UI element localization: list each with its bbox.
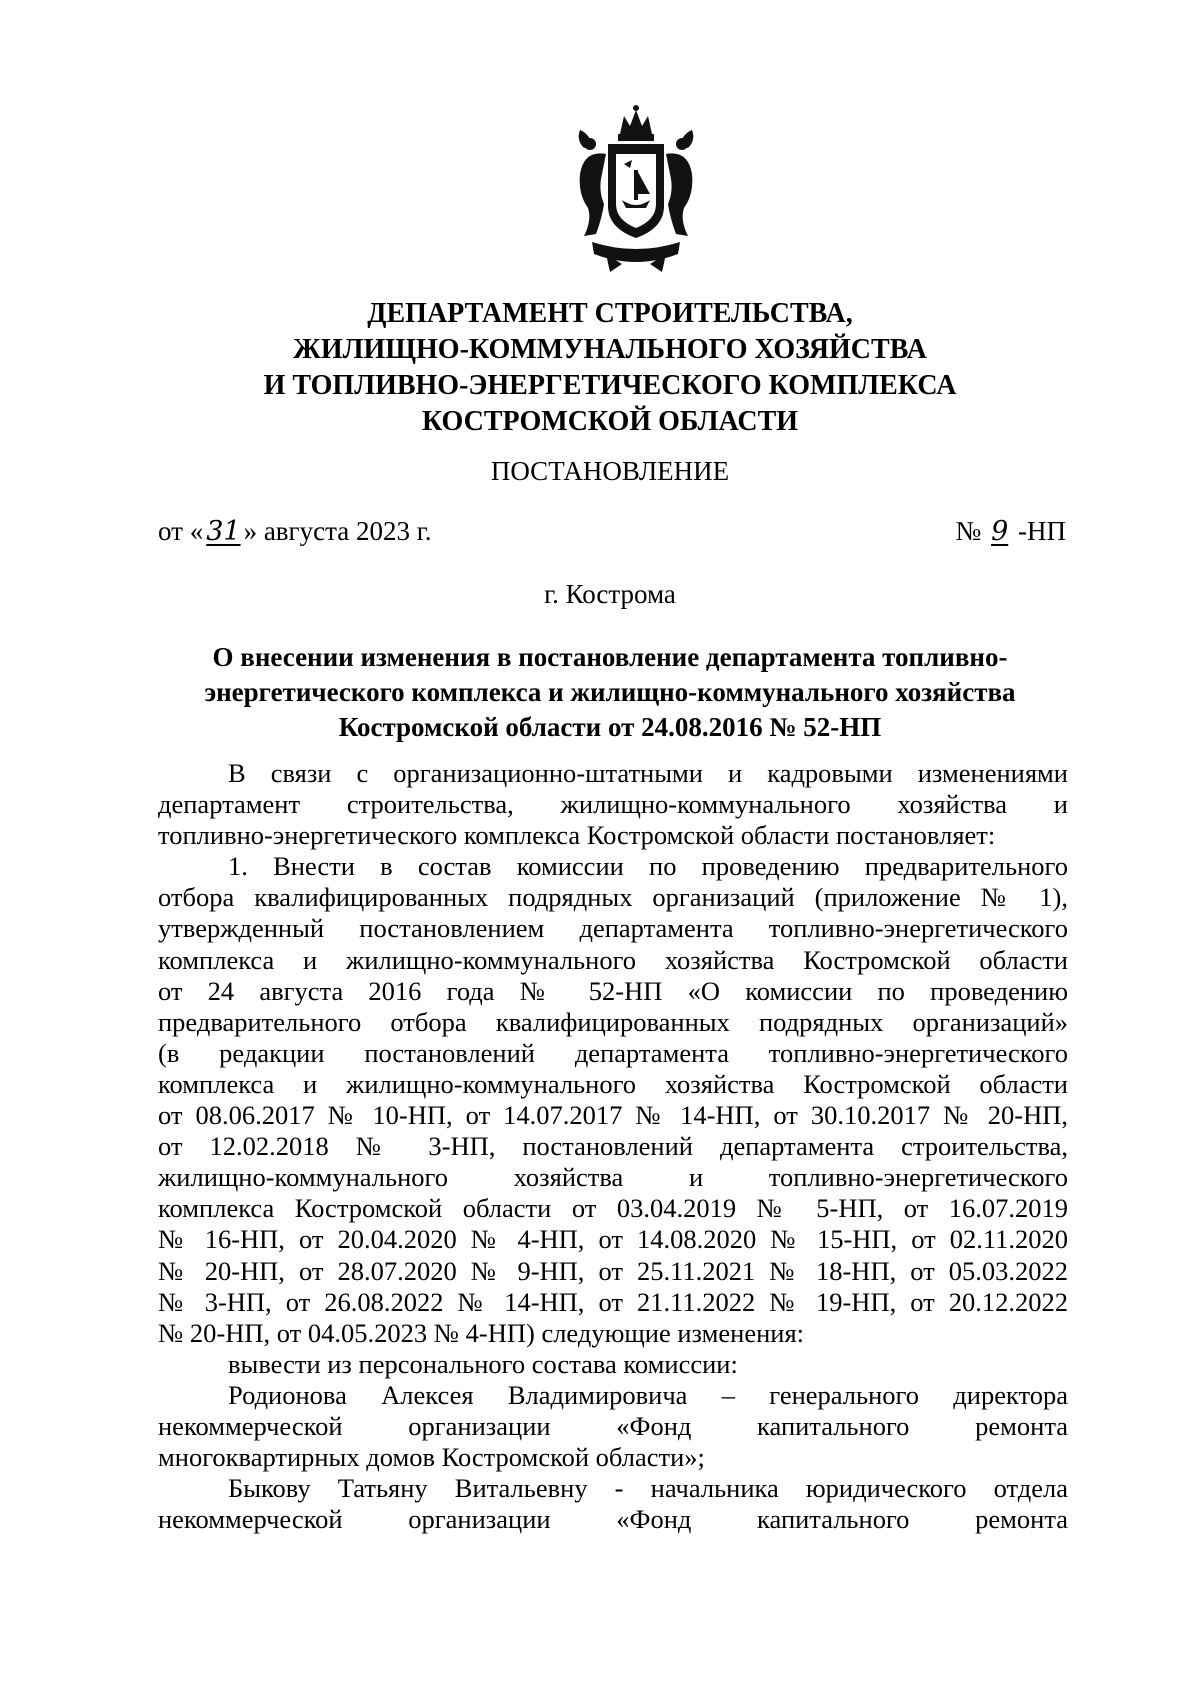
- subject-line: энергетического комплекса и жилищно-коммунального хозяйства: [204, 677, 1016, 707]
- body-line: многоквартирных домов Костромской области»;: [158, 1442, 705, 1473]
- subject-line: О внесении изменения в постановление департамента топливно-: [212, 642, 1008, 672]
- org-name-line: КОСТРОМСКОЙ ОБЛАСТИ: [421, 406, 799, 437]
- body-line: жилищно-коммунального хозяйства и топливно-энергетического: [158, 1162, 1068, 1193]
- body-line: Родионова Алексея Владимировича – генерального директора: [228, 1379, 1068, 1410]
- body-line: 1. Внести в состав комиссии по проведению предварительного: [228, 851, 1068, 882]
- body-line: утвержденный постановлением департамента топливно-энергетического: [158, 913, 1068, 944]
- body-line: от 08.06.2017 № 10-НП, от 14.07.2017 № 14-НП, от 30.10.2017 № 20-НП,: [158, 1100, 1068, 1131]
- body-line: предварительного отбора квалифицированных подрядных организаций»: [158, 1006, 1068, 1037]
- number-suffix: -НП: [1011, 516, 1066, 546]
- date-day-handwritten: 31: [206, 516, 241, 547]
- coat-of-arms-emblem: [562, 104, 710, 274]
- document-subject: [150, 640, 1070, 745]
- document-body: [158, 758, 1068, 1535]
- body-line: вывести из персонального состава комиссии:: [228, 1348, 738, 1379]
- body-line: от 24 августа 2016 года № 52-НП «О комиссии по проведению: [158, 975, 1068, 1006]
- body-line: № 16-НП, от 20.04.2020 № 4-НП, от 14.08.2020 № 15-НП, от 02.11.2020: [158, 1224, 1068, 1255]
- body-line: № 20-НП, от 04.05.2023 № 4-НП) следующие изменения:: [158, 1317, 805, 1348]
- body-line: № 20-НП, от 28.07.2020 № 9-НП, от 25.11.2021 № 18-НП, от 05.03.2022: [158, 1255, 1068, 1286]
- body-line: топливно-энергетического комплекса Костромской области постановляет:: [158, 820, 996, 851]
- document-date: [158, 515, 432, 548]
- body-line: В связи с организационно-штатными и кадровыми изменениями: [228, 758, 1068, 788]
- body-line: департамент строительства, жилищно-коммунального хозяйства и: [158, 789, 1068, 820]
- date-suffix: » августа 2023 г.: [243, 516, 432, 546]
- city: г. Кострома: [544, 579, 676, 609]
- organization-heading: [150, 296, 1070, 440]
- body-line: от 12.02.2018 № 3-НП, постановлений департамента строительства,: [158, 1131, 1068, 1162]
- document-type: ПОСТАНОВЛЕНИЕ: [490, 456, 730, 486]
- body-line: комплекса Костромской области от 03.04.2019 № 5-НП, от 16.07.2019: [158, 1193, 1068, 1224]
- body-line: Быкову Татьяну Витальевну - начальника юридического отдела: [228, 1473, 1068, 1504]
- body-line: комплекса и жилищно-коммунального хозяйства Костромской области: [158, 944, 1068, 975]
- number-value-handwritten: 9: [991, 516, 1009, 547]
- org-name-line: И ТОПЛИВНО-ЭНЕРГЕТИЧЕСКОГО КОМПЛЕКСА: [263, 370, 957, 401]
- body-line: № 3-НП, от 26.08.2022 № 14-НП, от 21.11.2022 № 19-НП, от 20.12.2022: [158, 1286, 1068, 1317]
- subject-line: Костромской области от 24.08.2016 № 52-НП: [338, 712, 882, 742]
- number-prefix: №: [955, 516, 989, 546]
- body-line: некоммерческой организации «Фонд капитального ремонта: [158, 1410, 1068, 1441]
- org-name-line: ЖИЛИЩНО-КОММУНАЛЬНОГО ХОЗЯЙСТВА: [293, 334, 927, 365]
- body-line: (в редакции постановлений департамента топливно-энергетического: [158, 1037, 1068, 1068]
- date-prefix: от «: [158, 516, 204, 546]
- document-number: [956, 515, 1066, 548]
- org-name-line: ДЕПАРТАМЕНТ СТРОИТЕЛЬСТВА,: [367, 298, 853, 329]
- body-line: отбора квалифицированных подрядных организаций (приложение № 1),: [158, 882, 1068, 913]
- body-line: комплекса и жилищно-коммунального хозяйства Костромской области: [158, 1068, 1068, 1099]
- body-line: некоммерческой организации «Фонд капитального ремонта: [158, 1504, 1068, 1535]
